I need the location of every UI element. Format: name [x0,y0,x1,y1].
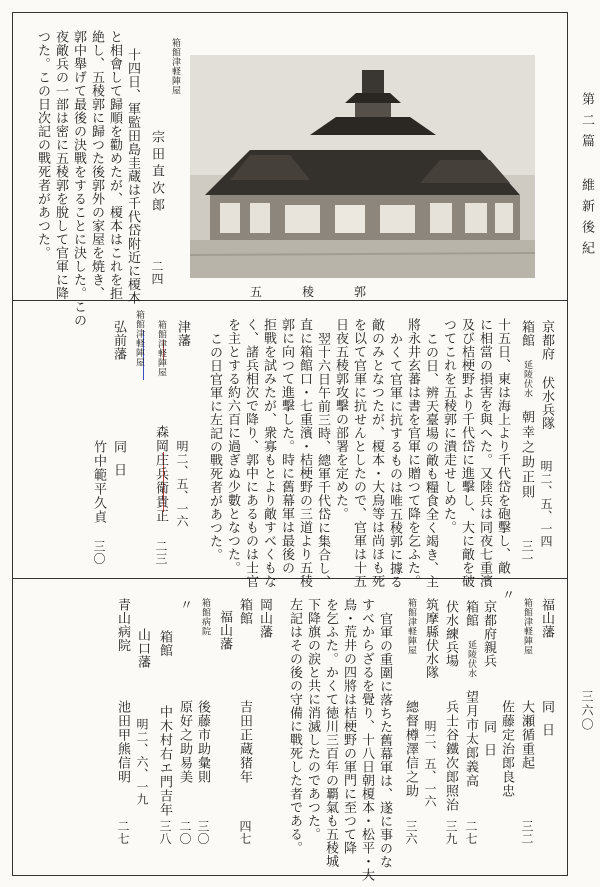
low-entry-4-name: 兵士谷鐵次郎照治 [443,700,458,812]
low-entry-1-date: 同日 [539,700,554,746]
low-text-line-5: 下降旗の涙と共に消滅したのであつた。 [305,598,320,841]
mid-entry-2-age: 三〇 [92,540,106,565]
top-text-line-6: つた。この日次記の戰死者があつた。 [35,30,50,260]
mid-entry-1-date: 明二、五、一六 [175,440,189,528]
mid-post-note: 延陵伏水 [522,360,532,398]
low-left-2-unit: 福山藩 [217,610,232,651]
low-left-3-age: 二〇 [178,820,192,845]
low-entry-4-age: 三九 [444,820,458,845]
low-left-1-name: 吉田正蔵猪年 [237,700,252,784]
low-entry-3-post-note: 延陵伏水 [466,640,476,678]
mid-text-line-5: この日、辨天臺場の敵も糧食全く竭き、主 [423,332,438,589]
low-left-2-age: 三〇 [196,820,210,845]
mid-text-line-4: つてこれを五稜郭に潰走せしめた。 [441,318,456,534]
goryokaku-photo [190,55,535,278]
mid-text-line-12: 直に箱館口・七重濱・桔梗野の三道より五稜 [297,318,312,588]
mid-text-line-16: を主とする約六百に過ぎぬ少數となつた。 [225,318,240,575]
mid-entry-2-date: 同日 [111,440,126,486]
low-left-4-post: 箱館 [157,630,172,657]
running-title: 第二篇 維新後紀 [579,92,594,262]
low-left-4-name: 中木村右エ門吉年 [157,705,172,817]
mid-text-line-15: く、諸兵相次で降り、郭中にあるものは士官 [243,318,258,588]
low-entry-3-age: 二七 [464,820,478,845]
mid-text-line-2: に相當の損害を與へた。又陸兵は同夜七重濱 [477,318,492,588]
mid-entry-2-name: 竹中範平久貞 [91,440,106,524]
mid-text-line-3: 及び桔梗野より千代岱に進擊し、大に敵を破 [459,318,474,588]
top-text-line-5: 夜敵兵の一部は密に五稜郭を脫して官軍に降 [53,30,68,300]
low-text-line-4: を乞ふた。かくて徳川三百年の覇氣も五稜城 [323,598,338,868]
low-entry-5-name: 總督樽澤信之助 [403,700,418,798]
mid-entry-1-post: 箱館津軽陣屋 [156,320,166,377]
mid-text-line-10: 日夜五稜郭攻擊の部署を定めた。 [333,318,348,521]
low-text-line-3: 鳥・荒井の四將は桔梗野の軍門に至つて降 [341,598,356,855]
mid-age: 三一 [520,540,534,565]
photo-caption: 五稜郭 [250,285,407,299]
low-entry-1-name: 大瀬循重起 [519,700,534,770]
low-entry-1-age: 三二 [520,820,534,845]
mid-unit-date: 明二、五、一四 [539,460,553,548]
low-entry-5-post: 箱館津軽陣屋 [406,598,416,655]
low-entry-3-name: 望月市太郎義高 [463,690,478,788]
mid-entry-2-post: 箱館津軽陣屋 [134,310,144,367]
mid-unit: 京都府 伏水兵隊 [539,320,554,430]
top-author-age: 二四 [150,260,164,285]
low-left-1-age: 四七 [238,820,252,845]
low-left-4-age: 三八 [158,820,172,845]
low-entry-3-date: 同日 [481,720,496,766]
low-entry-5-age: 三六 [404,820,418,845]
low-left-5-age: 二七 [116,820,130,845]
top-post: 箱館津軽陣屋 [170,38,180,95]
low-left-5-post: 青山病院 [115,598,130,652]
low-text-line-2: すべからざるを覺り、十八日朝榎本・松平・大 [359,598,374,882]
mid-entry-2-unit: 弘前藩 [111,320,126,361]
mid-entry-1-unit: 津藩 [175,320,190,347]
top-text-line-3: 絶し、五稜郭に歸つた後郭外の家屋を焼き、 [89,30,104,300]
page-number: 三六〇 [580,690,594,732]
mid-text-line-11: 翌十六日午前三時、總軍千代岱に集合し、 [315,332,330,589]
mid-entry-1-age: 二三 [154,540,168,565]
low-entry-3-unit: 京都府親兵 [481,600,496,668]
mid-text-line-1: 十五日、東は海上より千代岱を砲擊し、敵 [495,318,510,575]
low-text-line-1: 官軍の重圍に落ちた舊幕軍は、遂に事のな [377,612,392,869]
low-left-2-name: 後藤市助彙則 [195,700,210,784]
low-text-line-6: 左記はその後の守備に戰死した者である。 [287,598,302,855]
top-author: 宗田直次郎 [149,130,164,215]
top-text-line-2: と相會して歸順を勸めたが、榎本はこれを拒 [107,30,122,300]
mid-text-line-6: 將永井玄蕃は書を官軍に贈つて降を乞ふた。 [405,318,420,588]
top-text-line-4: 郭中舉げて最後の決戰をすることに決した。この [71,30,86,327]
low-entry-3-post: 箱館 [463,600,478,627]
mid-post: 箱館 [519,320,534,347]
low-left-5-name: 池田甲熊信明 [115,700,130,784]
mid-text-line-9: を以て官軍に抗せんとしたので、官軍は十五 [351,318,366,588]
low-entry-2-name: 佐藤定治郎良忠 [499,700,514,798]
top-text-line-1: 十四日、軍監田島圭蔵は千代岱附近に榎本 [125,48,140,305]
mid-text-line-8: 敵のみとなつたが、榎本・大鳥等は尚ほも死 [369,318,384,588]
mid-text-line-7: かくて官軍に抗するものは唯五稜郭に據る [387,332,402,589]
low-left-5-date: 明二、六、一九 [135,718,149,806]
mid-text-line-14: 拒戰を試みたが、衆寡もとより敵すべくもな [261,318,276,588]
mid-name: 朝幸之助正則 [519,410,534,500]
low-left-3-unit: 〃 [177,598,192,612]
low-left-3-name: 原好之助易美 [177,700,192,784]
low-entry-1-post: 箱館津軽陣屋 [522,598,532,655]
low-entry-1-unit: 福山藩 [539,598,554,639]
low-entry-5-date: 明二、五、一六 [423,720,437,808]
low-entry-4-unit: 伏水練兵場 [443,600,458,668]
low-left-5-unit: 山口藩 [135,628,150,669]
low-left-1-unit: 岡山藩 [257,598,272,639]
mid-text-line-17: この日官軍に左記の戰死者があつた。 [207,332,222,562]
low-left-1-post: 箱館 [237,598,252,625]
section-divider-1 [12,300,568,301]
mid-entry-1-name: 森岡庄兵衛貴正 [153,425,168,523]
low-left-2-post: 箱館病院 [200,598,210,636]
low-entry-5-unit: 筑摩縣伏水隊 [423,598,438,679]
mid-text-line-13: 郭に向つて進擊した。時に舊幕軍は最後の [279,318,294,575]
low-entry-2-unit: 〃 [499,588,514,602]
